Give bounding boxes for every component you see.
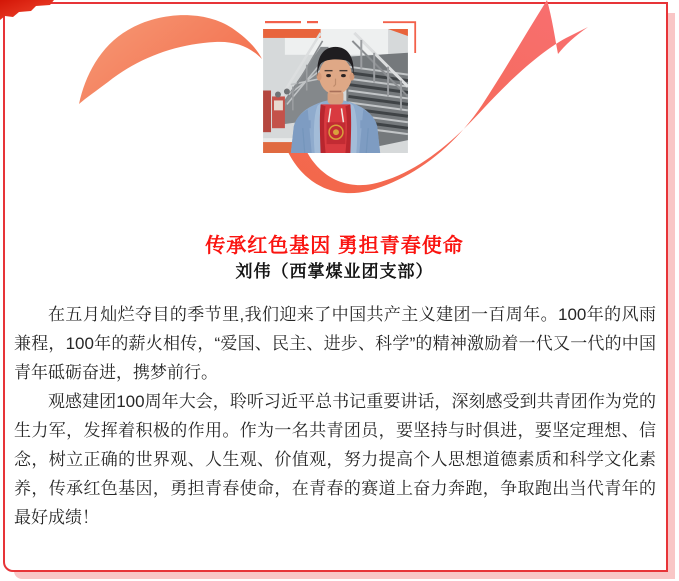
article-paragraph: 在五月灿烂夺目的季节里,我们迎来了中国共产主义建团一百周年。100年的风雨兼程，100年的薪火相传，“爱国、民主、进步、科学”的精神激励着一代又一代的中国青年砥砺奋进，携梦前行。 xyxy=(14,305,656,382)
article-paragraph: 观感建团100周年大会，聆听习近平总书记重要讲话，深刻感受到共青团作为党的生力军，发挥着积极的作用。作为一名共青团员，要坚持与时俱进，要坚定理想、信念，树立正确的世界观、人生观、价值观，努力提高个人思想道德素质和科学文化素养，传承红色基因，勇担青春使命，在青春的赛道上奋力奔跑，争取跑出当代青年的最好成绩！ xyxy=(14,392,656,527)
article-author: 刘伟（西掌煤业团支部） xyxy=(235,262,434,281)
portrait-photo xyxy=(263,29,408,153)
article-title: 传承红色基因 勇担青春使命 xyxy=(205,235,464,258)
article-body xyxy=(14,300,656,532)
